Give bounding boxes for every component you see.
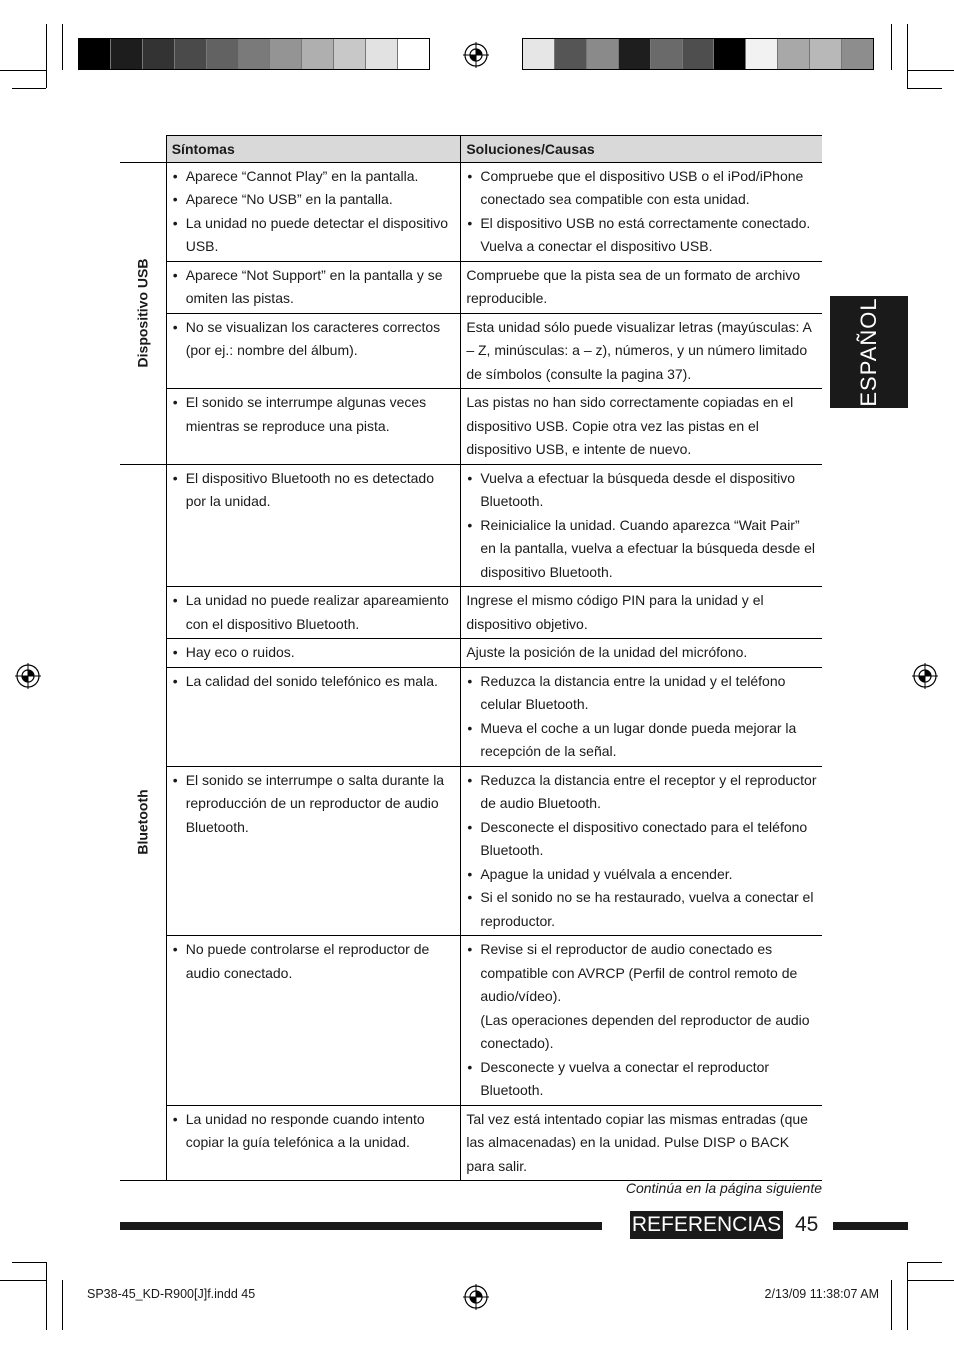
solution-cell <box>461 261 822 313</box>
solution-item: • Apague la unidad y vuélvala a encender. <box>466 863 817 887</box>
symptom-cell <box>166 389 461 465</box>
symptom-cell <box>166 639 461 668</box>
category-label-bluetooth: Bluetooth <box>134 789 151 855</box>
table-row <box>120 464 822 587</box>
solution-text: Compruebe que la pista sea de un formato de archivo reproducible. <box>466 266 801 306</box>
category-label-usb: Dispositivo USB <box>134 258 151 368</box>
table-row <box>120 639 822 668</box>
symptom-cell <box>166 313 461 389</box>
solution-cell <box>461 1105 822 1181</box>
solution-item: • El dispositivo USB no está correctamente conectado. Vuelva a conectar el dispositivo USB. <box>466 212 817 259</box>
header-solutions: Soluciones/Causas <box>461 136 822 163</box>
category-cell <box>120 464 166 1181</box>
symptom-item: • Aparece “Cannot Play” en la pantalla. <box>172 165 456 189</box>
solution-item: • Si el sonido no se ha restaurado, vuelva a conectar el reproductor. <box>466 886 817 933</box>
solution-cell <box>461 766 822 936</box>
group-bluetooth <box>120 464 822 1181</box>
symptom-item: • El dispositivo Bluetooth no es detectado por la unidad. <box>172 467 456 514</box>
solution-item: • Vuelva a efectuar la búsqueda desde el dispositivo Bluetooth. <box>466 467 817 514</box>
registration-mark-icon <box>15 663 41 689</box>
table-row <box>120 1105 822 1181</box>
language-tab-label: ESPAÑOL <box>856 297 881 407</box>
symptom-item: • Hay eco o ruidos. <box>172 641 456 665</box>
footer-rule-left <box>120 1222 602 1230</box>
solution-item-text: Revise si el reproductor de audio conectado es compatible con AVRCP (Perfil de control remoto de audio/vídeo). <box>480 941 798 1004</box>
table-row <box>120 389 822 465</box>
symptom-cell <box>166 936 461 1106</box>
symptom-item: • La unidad no puede realizar apareamiento con el dispositivo Bluetooth. <box>172 589 456 636</box>
solution-cell <box>461 313 822 389</box>
slug-date: 2/13/09 11:38:07 AM <box>764 1287 879 1301</box>
section-label: REFERENCIAS <box>630 1211 783 1239</box>
solution-text: Ajuste la posición de la unidad del micrófono. <box>466 644 748 660</box>
table-row <box>120 766 822 936</box>
header-corner <box>120 136 166 163</box>
language-tab <box>830 296 908 408</box>
solution-item: • Desconecte y vuelva a conectar el reproductor Bluetooth. <box>466 1056 817 1103</box>
registration-mark-icon <box>463 42 489 68</box>
solution-cell <box>461 162 822 261</box>
symptom-item: • La calidad del sonido telefónico es mala. <box>172 670 456 694</box>
group-usb <box>120 162 822 464</box>
solution-cell <box>461 667 822 766</box>
symptom-item: • La unidad no puede detectar el dispositivo USB. <box>172 212 456 259</box>
symptom-cell <box>166 162 461 261</box>
category-cell <box>120 162 166 464</box>
solution-item: • Mueva el coche a un lugar donde pueda mejorar la recepción de la señal. <box>466 717 817 764</box>
color-calibration-bar-right <box>522 38 874 70</box>
symptom-cell <box>166 667 461 766</box>
solution-item: • Desconecte el dispositivo conectado para el teléfono Bluetooth. <box>466 816 817 863</box>
solution-text: Ingrese el mismo código PIN para la unidad y el dispositivo objetivo. <box>466 592 764 632</box>
solution-note: (Las operaciones dependen del reproductor de audio conectado). <box>480 1011 810 1051</box>
symptom-cell <box>166 1105 461 1181</box>
registration-mark-icon <box>463 1284 489 1310</box>
symptom-item: • El sonido se interrumpe o salta durante la reproducción de un reproductor de audio Bluetooth. <box>172 769 456 840</box>
symptom-item: • Aparece “Not Support” en la pantalla y se omiten las pistas. <box>172 264 456 311</box>
footer-rule-right <box>833 1222 908 1230</box>
solution-cell <box>461 389 822 465</box>
table-header-row <box>120 136 822 163</box>
solution-item: • Reduzca la distancia entre el receptor y el reproductor de audio Bluetooth. <box>466 769 817 816</box>
symptom-cell <box>166 587 461 639</box>
slug-file: SP38-45_KD-R900[J]f.indd 45 <box>87 1287 256 1301</box>
page-number: 45 <box>795 1213 819 1236</box>
solution-text: Las pistas no han sido correctamente copiadas en el dispositivo USB. Copie otra vez las pistas en el dispositivo USB, e intente de nuevo. <box>466 394 794 457</box>
solution-text: Esta unidad sólo puede visualizar letras (mayúsculas: A – Z, minúsculas: a – z), números, y un número limitado de símbolos (consulte la pagina 37). <box>466 318 812 382</box>
table-row <box>120 162 822 261</box>
solution-cell <box>461 587 822 639</box>
table-row <box>120 313 822 389</box>
solution-item: • Reinicialice la unidad. Cuando aparezca “Wait Pair” en la pantalla, vuelva a efectuar la búsqueda desde el dispositivo Bluetooth. <box>466 514 817 585</box>
solution-item: • Reduzca la distancia entre la unidad y el teléfono celular Bluetooth. <box>466 670 817 717</box>
header-symptoms: Síntomas <box>166 136 461 163</box>
solution-cell <box>461 639 822 668</box>
solution-cell <box>461 936 822 1106</box>
symptom-item: • Aparece “No USB” en la pantalla. <box>172 188 456 212</box>
symptom-cell <box>166 766 461 936</box>
symptom-item: • El sonido se interrumpe algunas veces mientras se reproduce una pista. <box>172 391 456 438</box>
troubleshooting-table <box>120 135 822 1181</box>
symptom-item: • No se visualizan los caracteres correctos (por ej.: nombre del álbum). <box>172 316 456 363</box>
symptom-cell <box>166 464 461 587</box>
table-row <box>120 667 822 766</box>
color-calibration-bar-left <box>78 38 430 70</box>
table-row <box>120 261 822 313</box>
solution-text: Tal vez está intentado copiar las mismas entradas (que las almacenadas) en la unidad. Pulse DISP o BACK para salir. <box>466 1110 808 1174</box>
symptom-item: • No puede controlarse el reproductor de audio conectado. <box>172 938 456 985</box>
solution-item: • Compruebe que el dispositivo USB o el iPod/iPhone conectado sea compatible con esta unidad. <box>466 165 817 212</box>
continued-note: Continúa en la página siguiente <box>625 1180 822 1196</box>
symptom-item: • La unidad no responde cuando intento copiar la guía telefónica a la unidad. <box>172 1108 456 1155</box>
table-row <box>120 587 822 639</box>
solution-cell <box>461 464 822 587</box>
symptom-cell <box>166 261 461 313</box>
solution-item <box>466 938 817 1056</box>
table-row <box>120 936 822 1106</box>
registration-mark-icon <box>912 663 938 689</box>
